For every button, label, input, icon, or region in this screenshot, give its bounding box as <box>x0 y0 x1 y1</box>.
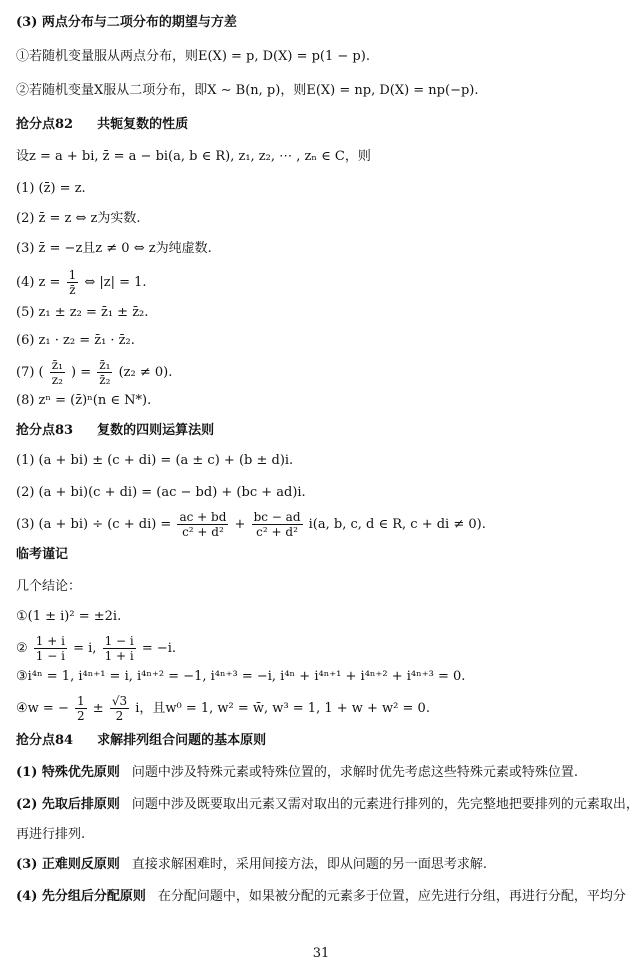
two-point-distribution-line: ①若随机变量服从两点分布，则E(X) = p, D(X) = p(1 − p). <box>16 49 370 64</box>
property-5: (5) z₁ ± z₂ = z̄₁ ± z̄₂. <box>16 305 149 320</box>
property-6: (6) z₁ · z₂ = z̄₁ · z̄₂. <box>16 333 135 348</box>
property-4: (4) z = $\frac{1}{z̄}$ ⇔ |z| = 1. <box>16 268 147 297</box>
fraction: $\frac{√3}{2}$ <box>111 694 128 723</box>
binomial-distribution-line: ②若随机变量X服从二项分布，即X ∼ B(n, p)，则E(X) = np, D(X) = np(−p). <box>16 83 479 98</box>
fraction: $\frac{1 + i}{1 - i}$ <box>35 634 65 663</box>
rule-1: (1) (a + bi) ± (c + di) = (a ± c) + (b ± d)i. <box>16 453 294 468</box>
property-8: (8) zⁿ = (z̄)ⁿ(n ∈ N*). <box>16 393 152 408</box>
conclusions-intro: 几个结论： <box>16 579 82 594</box>
property-1: (1) (z̄̄) = z. <box>16 181 86 196</box>
conclusion-2: ② $\frac{1 + i}{1 - i}$ = i, $\frac{1 - i}{1 + i}$ = −i. <box>16 634 177 663</box>
property-2: (2) z̄ = z ⇔ z为实数. <box>16 211 141 226</box>
fraction: $\frac{1 - i}{1 + i}$ <box>104 634 134 663</box>
principle-3: (3) 正难则反原则 直接求解困难时，采用间接方法，即从问题的另一面思考求解. <box>16 857 488 872</box>
property-3: (3) z̄ = −z且z ≠ 0 ⇔ z为纯虚数. <box>16 241 212 256</box>
conclusion-1: ①(1 ± i)² = ±2i. <box>16 609 122 624</box>
reminder-heading: 临考谨记 <box>16 547 69 562</box>
principle-1: (1) 特殊优先原则 问题中涉及特殊元素或特殊位置的，求解时优先考虑这些特殊元素或特殊位置. <box>16 765 579 780</box>
rule-3: (3) (a + bi) ÷ (c + di) = $\frac{ac + bd}{\text{c² + d²}}$ + $\frac{bc - ad}{\text{c² + d²}}$ i(a, b, c, d ∈ R, c + di ≠ 0). <box>16 510 486 539</box>
fraction: $\frac{1}{z̄}$ <box>68 268 77 297</box>
subsection-heading: (3) 两点分布与二项分布的期望与方差 <box>16 15 237 30</box>
fraction: $\frac{ac + bd}{\text{c² + d²}}$ <box>179 510 227 539</box>
rule-2: (2) (a + bi)(c + di) = (ac − bd) + (bc + ad)i. <box>16 485 306 500</box>
section-heading-82: 抢分点82 共轭复数的性质 <box>16 117 189 132</box>
fraction: $\frac{bc - ad}{\text{c² + d²}}$ <box>253 510 301 539</box>
section-heading-83: 抢分点83 复数的四则运算法则 <box>16 423 215 438</box>
principle-2-continued: 再进行排列. <box>16 827 86 842</box>
principle-2: (2) 先取后排原则 问题中涉及既要取出元素又需对取出的元素进行排列的，先完整地把要排列的元素取出， <box>16 797 639 812</box>
section-heading-84: 抢分点84 求解排列组合问题的基本原则 <box>16 733 267 748</box>
page-number: 31 <box>312 946 330 961</box>
conjugate-definition-line: 设z = a + bi, z̄ = a − bi(a, b ∈ R), z₁, z₂, ⋯ , zₙ ∈ C，则 <box>16 149 371 164</box>
principle-4: (4) 先分组后分配原则 在分配问题中，如果被分配的元素多于位置，应先进行分组，再进行分配，平均分 <box>16 889 626 904</box>
property-7: (7) ( $\frac{\text{z̄₁}}{\text{z₂}}$ ) = $\frac{\text{z̄₁}}{\text{z̄₂}}$ (z₂ ≠ 0). <box>16 358 173 387</box>
fraction: $\frac{\text{z̄₁}}{\text{z̄₂}}$ <box>99 358 111 387</box>
conclusion-4: ④w = − $\frac{1}{2}$ ± $\frac{√3}{2}$ i，且w⁰ = 1, w² = w̄, w³ = 1, 1 + w + w² = 0. <box>16 694 430 723</box>
fraction: $\frac{1}{2}$ <box>76 694 85 723</box>
fraction: $\frac{\text{z̄₁}}{\text{z₂}}$ <box>51 358 63 387</box>
conclusion-3: ③i⁴ⁿ = 1, i⁴ⁿ⁺¹ = i, i⁴ⁿ⁺² = −1, i⁴ⁿ⁺³ = −i, i⁴ⁿ + i⁴ⁿ⁺¹ + i⁴ⁿ⁺² + i⁴ⁿ⁺³ = 0. <box>16 669 466 684</box>
